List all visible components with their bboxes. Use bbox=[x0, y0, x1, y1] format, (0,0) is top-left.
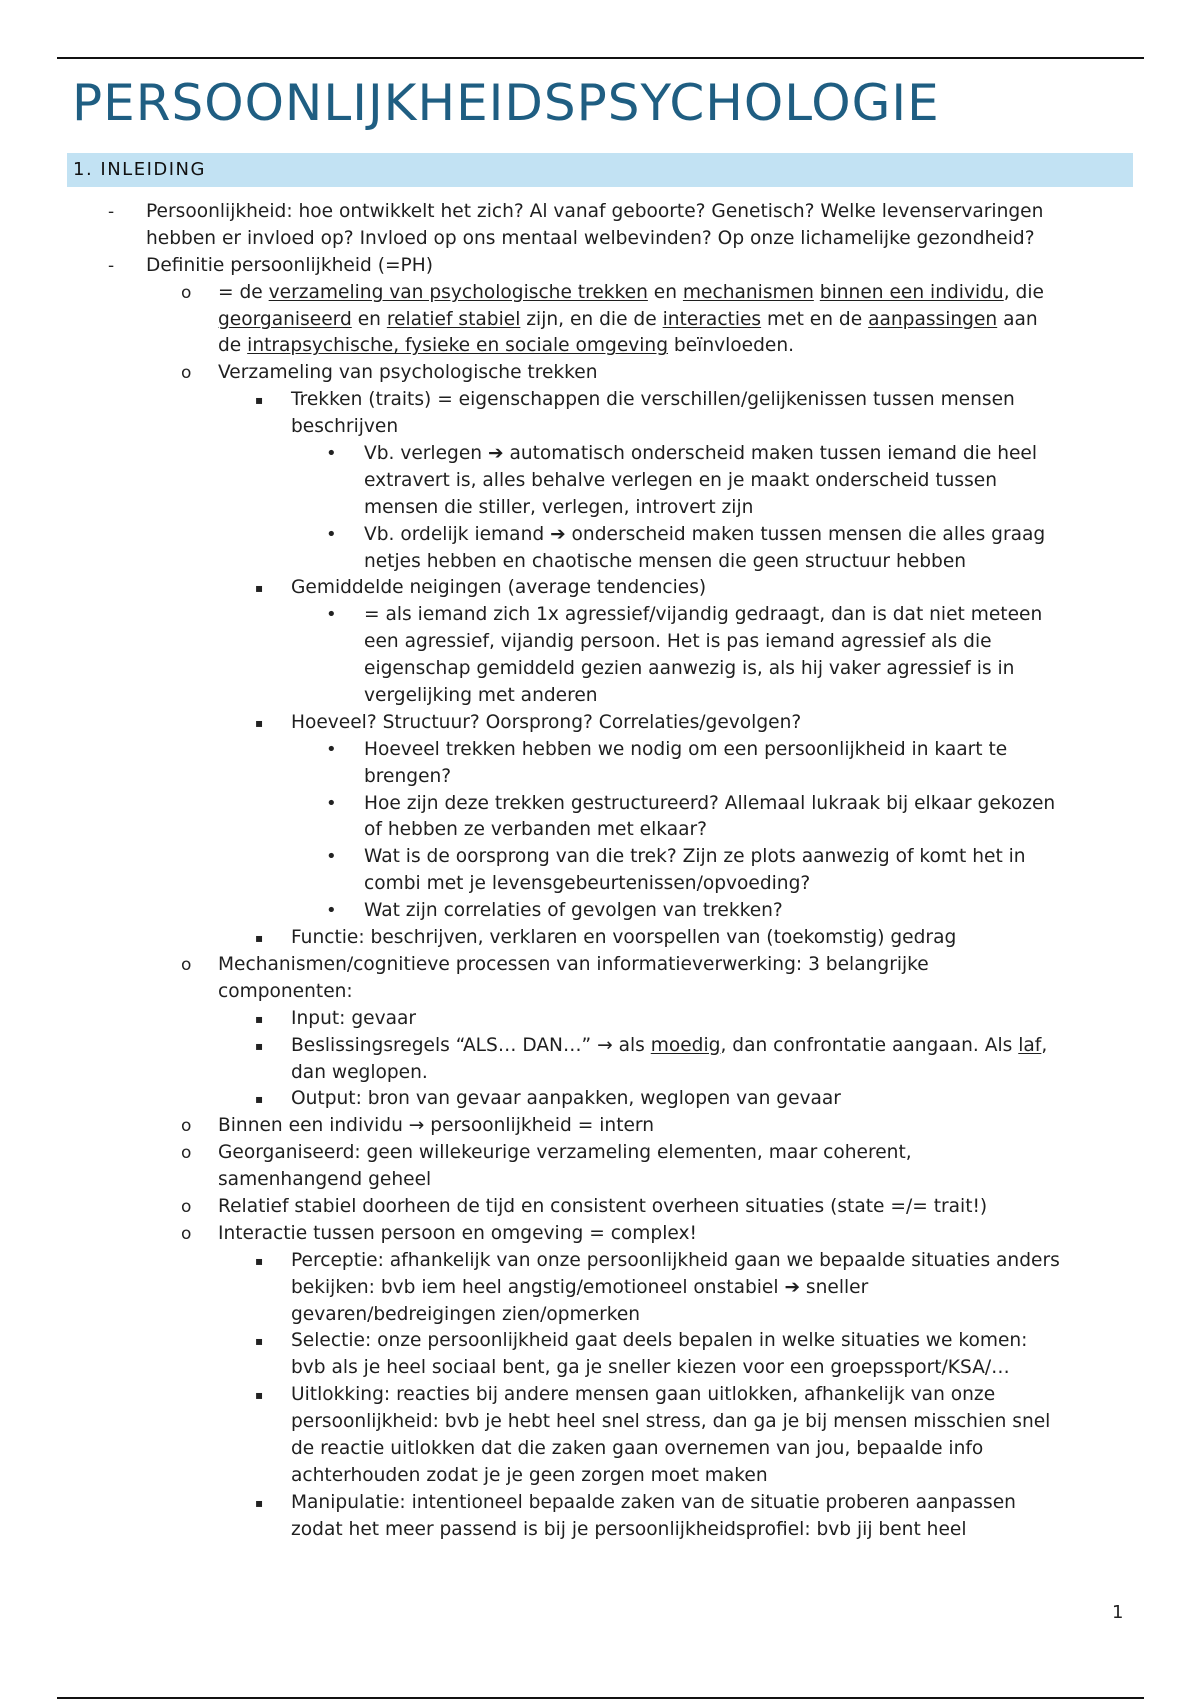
line-text: aan bbox=[997, 308, 1038, 330]
list-item-continuation bbox=[0, 307, 1200, 334]
line-text: Uitlokking: reacties bij andere mensen gaan uitlokken, afhankelijk van onze bbox=[291, 1384, 996, 1406]
line-text: Gemiddelde neigingen (average tendencies) bbox=[291, 577, 707, 599]
line-text: Definitie persoonlijkheid (=PH) bbox=[146, 254, 433, 276]
line-text: vergelijking met anderen bbox=[364, 685, 598, 707]
list-item bbox=[0, 925, 1200, 952]
line-text: zodat het meer passend is bij je persoonlijkheidsprofiel: bvb jij bent heel bbox=[291, 1518, 967, 1540]
line-text: netjes hebben en chaotische mensen die geen structuur hebben bbox=[364, 550, 967, 572]
list-item bbox=[0, 1194, 1200, 1221]
line-text: eigenschap gemiddeld gezien aanwezig is, als hij vaker agressief is in bbox=[364, 658, 1015, 680]
line-text: mensen die stiller, verlegen, introvert zijn bbox=[364, 496, 754, 518]
line-text: , die bbox=[1003, 281, 1044, 303]
line-text: Perceptie: afhankelijk van onze persoonlijkheid gaan we bepaalde situaties anders bbox=[291, 1249, 1060, 1271]
line-text: dan weglopen. bbox=[291, 1061, 428, 1083]
list-item bbox=[0, 791, 1200, 818]
line-text: of hebben ze verbanden met elkaar? bbox=[364, 819, 708, 841]
dot-bullet: • bbox=[326, 900, 337, 922]
line-text: een agressief, vijandig persoon. Het is pas iemand agressief als die bbox=[364, 631, 992, 653]
list-item bbox=[0, 1140, 1200, 1167]
list-item-continuation bbox=[0, 1060, 1200, 1087]
line-text: beschrijven bbox=[291, 416, 399, 438]
square-bullet: ▪ bbox=[255, 393, 264, 408]
line-text: = als iemand zich 1x agressief/vijandig gedraagt, dan is dat niet meteen bbox=[364, 604, 1043, 626]
square-bullet: ▪ bbox=[255, 1495, 264, 1510]
line-text: Wat is de oorsprong van die trek? Zijn ze plots aanwezig of komt het in bbox=[364, 846, 1026, 868]
list-item bbox=[0, 199, 1200, 226]
circle-bullet: o bbox=[181, 954, 192, 975]
list-item bbox=[0, 441, 1200, 468]
document-body bbox=[0, 199, 1200, 1544]
line-text: Mechanismen/cognitieve processen van informatieverwerking: 3 belangrijke bbox=[218, 953, 929, 975]
list-item bbox=[0, 1328, 1200, 1355]
line-text: componenten: bbox=[218, 980, 353, 1002]
list-item bbox=[0, 952, 1200, 979]
line-text: bvb als je heel sociaal bent, ga je sneller kiezen voor een groepssport/KSA/… bbox=[291, 1357, 1010, 1379]
list-item bbox=[0, 360, 1200, 387]
underlined-term: interacties bbox=[662, 308, 762, 330]
dot-bullet: • bbox=[326, 846, 337, 868]
list-item bbox=[0, 898, 1200, 925]
page-number: 1 bbox=[1112, 1602, 1124, 1623]
line-text: Hoeveel? Structuur? Oorsprong? Correlaties/gevolgen? bbox=[291, 711, 802, 733]
dot-bullet: • bbox=[326, 604, 337, 626]
line-text: Selectie: onze persoonlijkheid gaat deels bepalen in welke situaties we komen: bbox=[291, 1330, 1028, 1352]
list-item bbox=[0, 522, 1200, 549]
line-text: Output: bron van gevaar aanpakken, weglopen van gevaar bbox=[291, 1088, 841, 1110]
list-item bbox=[0, 1248, 1200, 1275]
square-bullet: ▪ bbox=[255, 1334, 264, 1349]
bottom-rule bbox=[57, 1697, 1144, 1699]
list-item bbox=[0, 1086, 1200, 1113]
list-item bbox=[0, 1490, 1200, 1517]
line-text: de reactie uitlokken dat die zaken gaan overnemen van jou, bepaalde info bbox=[291, 1437, 984, 1459]
dash-bullet: - bbox=[108, 202, 115, 222]
line-text: combi met je levensgebeurtenissen/opvoeding? bbox=[364, 873, 811, 895]
circle-bullet: o bbox=[181, 1223, 192, 1244]
list-item bbox=[0, 1221, 1200, 1248]
list-item-continuation bbox=[0, 629, 1200, 656]
line-text: Beslissingsregels “ALS… DAN…” → als bbox=[291, 1034, 651, 1056]
dot-bullet: • bbox=[326, 792, 337, 814]
list-item bbox=[0, 387, 1200, 414]
line-text: = de bbox=[218, 281, 269, 303]
square-bullet: ▪ bbox=[255, 715, 264, 730]
dot-bullet: • bbox=[326, 443, 337, 465]
top-rule bbox=[57, 57, 1144, 59]
list-item-continuation bbox=[0, 656, 1200, 683]
circle-bullet: o bbox=[181, 363, 192, 384]
document-title: PERSOONLIJKHEIDSPSYCHOLOGIE bbox=[72, 74, 940, 132]
line-text: beïnvloeden. bbox=[668, 335, 795, 357]
list-item-continuation bbox=[0, 1167, 1200, 1194]
underlined-term: georganiseerd bbox=[218, 308, 352, 330]
underlined-term: aanpassingen bbox=[868, 308, 998, 330]
line-text: Functie: beschrijven, verklaren en voorspellen van (toekomstig) gedrag bbox=[291, 927, 957, 949]
list-item bbox=[0, 1382, 1200, 1409]
circle-bullet: o bbox=[181, 1116, 192, 1137]
list-item-continuation bbox=[0, 468, 1200, 495]
list-item-continuation bbox=[0, 683, 1200, 710]
dot-bullet: • bbox=[326, 523, 337, 545]
list-item-continuation bbox=[0, 549, 1200, 576]
list-item-continuation bbox=[0, 1355, 1200, 1382]
circle-bullet: o bbox=[181, 1196, 192, 1217]
line-text: Vb. verlegen ➔ automatisch onderscheid maken tussen iemand die heel bbox=[364, 443, 1038, 465]
list-item-continuation bbox=[0, 1409, 1200, 1436]
line-text: Relatief stabiel doorheen de tijd en consistent overheen situaties (state =/= trait!) bbox=[218, 1195, 988, 1217]
line-text: Verzameling van psychologische trekken bbox=[218, 362, 598, 384]
line-text: en bbox=[351, 308, 387, 330]
list-item bbox=[0, 710, 1200, 737]
line-text: , dan confrontatie aangaan. Als bbox=[720, 1034, 1019, 1056]
line-text: gevaren/bedreigingen zien/opmerken bbox=[291, 1303, 641, 1325]
dot-bullet: • bbox=[326, 738, 337, 760]
list-item bbox=[0, 844, 1200, 871]
list-item bbox=[0, 602, 1200, 629]
list-item bbox=[0, 737, 1200, 764]
list-item-continuation bbox=[0, 817, 1200, 844]
list-item-continuation bbox=[0, 1463, 1200, 1490]
underlined-term: intrapsychische, fysieke en sociale omgeving bbox=[247, 335, 669, 357]
list-item bbox=[0, 253, 1200, 280]
list-item-continuation bbox=[0, 1302, 1200, 1329]
list-item bbox=[0, 1113, 1200, 1140]
underlined-term: laf bbox=[1018, 1034, 1042, 1056]
line-text: Interactie tussen persoon en omgeving = complex! bbox=[218, 1222, 697, 1244]
line-text: Manipulatie: intentioneel bepaalde zaken van de situatie proberen aanpassen bbox=[291, 1491, 1016, 1513]
list-item-continuation bbox=[0, 1517, 1200, 1544]
dash-bullet: - bbox=[108, 255, 115, 276]
line-text: extravert is, alles behalve verlegen en je maakt onderscheid tussen bbox=[364, 469, 997, 491]
list-item-continuation bbox=[0, 333, 1200, 360]
list-item-continuation bbox=[0, 764, 1200, 791]
underlined-term: verzameling van psychologische trekken bbox=[268, 281, 648, 303]
list-item-continuation bbox=[0, 1275, 1200, 1302]
list-item bbox=[0, 280, 1200, 307]
line-text: Trekken (traits) = eigenschappen die verschillen/gelijkenissen tussen mensen bbox=[291, 389, 1015, 411]
square-bullet: ▪ bbox=[255, 1011, 264, 1026]
line-text: achterhouden zodat je je geen zorgen moet maken bbox=[291, 1464, 768, 1486]
line-text: Hoeveel trekken hebben we nodig om een persoonlijkheid in kaart te bbox=[364, 738, 1008, 760]
circle-bullet: o bbox=[181, 1143, 192, 1164]
list-item-continuation bbox=[0, 226, 1200, 253]
section-heading: 1. INLEIDING bbox=[73, 159, 206, 180]
line-text: Wat zijn correlaties of gevolgen van trekken? bbox=[364, 900, 783, 922]
line-text: Hoe zijn deze trekken gestructureerd? Allemaal lukraak bij elkaar gekozen bbox=[364, 792, 1056, 814]
section-heading-bar bbox=[67, 153, 1133, 187]
line-text: , bbox=[1041, 1034, 1048, 1056]
list-item-continuation bbox=[0, 871, 1200, 898]
underlined-term: mechanismen bbox=[682, 281, 814, 303]
list-item-continuation bbox=[0, 979, 1200, 1006]
line-text: zijn, en die de bbox=[520, 308, 663, 330]
list-item-continuation bbox=[0, 495, 1200, 522]
list-item-continuation bbox=[0, 1436, 1200, 1463]
square-bullet: ▪ bbox=[255, 1038, 264, 1053]
line-text: met en de bbox=[761, 308, 869, 330]
line-text: samenhangend geheel bbox=[218, 1169, 432, 1191]
line-text: brengen? bbox=[364, 765, 452, 787]
line-text: hebben er invloed op? Invloed op ons mentaal welbevinden? Op onze lichamelijke gezondheid? bbox=[146, 227, 1035, 249]
underlined-term: moedig bbox=[650, 1034, 721, 1056]
square-bullet: ▪ bbox=[255, 1388, 264, 1403]
line-text: Binnen een individu → persoonlijkheid = intern bbox=[218, 1115, 655, 1137]
square-bullet: ▪ bbox=[255, 931, 264, 946]
square-bullet: ▪ bbox=[255, 581, 264, 596]
circle-bullet: o bbox=[181, 282, 192, 303]
list-item bbox=[0, 1006, 1200, 1033]
line-text: Persoonlijkheid: hoe ontwikkelt het zich? Al vanaf geboorte? Genetisch? Welke levenservaringen bbox=[146, 201, 1044, 222]
line-text: Input: gevaar bbox=[291, 1007, 416, 1029]
underlined-term: binnen een individu bbox=[819, 281, 1004, 303]
line-text: Georganiseerd: geen willekeurige verzameling elementen, maar coherent, bbox=[218, 1142, 912, 1164]
line-text: persoonlijkheid: bvb je hebt heel snel stress, dan ga je bij mensen misschien snel bbox=[291, 1411, 1051, 1433]
square-bullet: ▪ bbox=[255, 1092, 264, 1107]
line-text: Vb. ordelijk iemand ➔ onderscheid maken tussen mensen die alles graag bbox=[364, 523, 1046, 545]
square-bullet: ▪ bbox=[255, 1253, 264, 1268]
line-text: de bbox=[218, 335, 248, 357]
underlined-term: relatief stabiel bbox=[386, 308, 521, 330]
line-text: bekijken: bvb iem heel angstig/emotioneel onstabiel ➔ sneller bbox=[291, 1276, 869, 1298]
list-item bbox=[0, 575, 1200, 602]
line-text: en bbox=[647, 281, 683, 303]
list-item bbox=[0, 1033, 1200, 1060]
list-item-continuation bbox=[0, 414, 1200, 441]
